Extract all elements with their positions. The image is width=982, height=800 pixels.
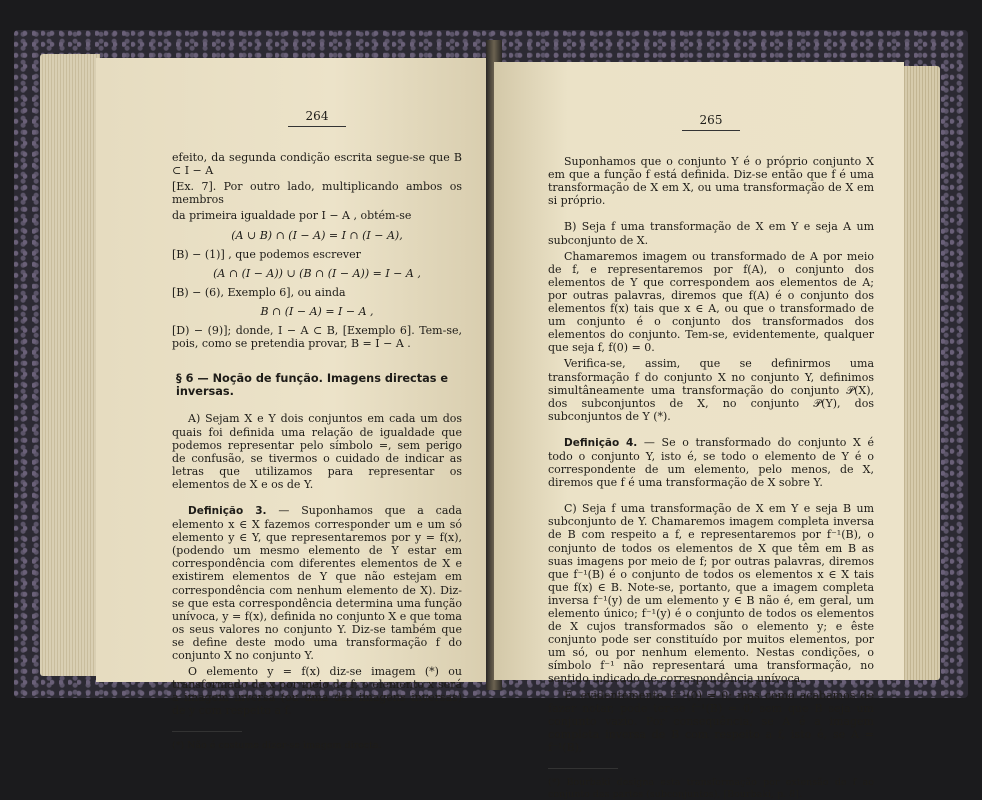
page-number-right: 265: [548, 114, 874, 131]
footnote: (*) Bourbaki designa esta transformação por extensão de f ao conjunto das partes (subconjuntos), [Bourbaki, p. 8].: [548, 777, 874, 800]
footnote: (*) Não é costume dizer-se imagem directa.: [172, 740, 382, 752]
formula: (A ∪ B) ∩ (I − A) = I ∩ (I − A),: [231, 228, 403, 242]
page-edges-right: [902, 66, 940, 680]
definition-text: — Se o transformado do conjunto X é todo o conjunto Y, isto é, se todo o elemento de Y é o correspondente de um elemento, pelo menos, de X, diremos que f é uma transformação de X sobre Y.: [548, 435, 874, 490]
text-line: [B) − (1)] , que podemos escrever: [172, 247, 361, 261]
formula: B ∩ (I − A) = I − A ,: [260, 304, 374, 318]
footnote-rule: [172, 731, 242, 732]
paragraph: A) Sejam X e Y dois conjuntos em cada um dos quais foi definida uma relação de igualdade que podemos representar pelo símbolo =, sem perigo de confusão, se tivermos o cuidado de indicar as letras que utilizamos para representar os elementos de X e os de Y.: [172, 412, 462, 491]
paragraph: B) Seja f uma transformação de X em Y e seja A um subconjunto de X.: [548, 220, 874, 247]
page-edges-left: [40, 54, 100, 676]
definition-label: Definição 3.: [188, 504, 267, 517]
definition-text: — Suponhamos que a cada elemento x ∈ X fazemos corresponder um e um só elemento y ∈ Y, que representaremos por y = f(x), (podendo um mesmo elemento de Y estar em correspondência com diferentes elementos de X e existirem elementos de Y que não estejam em correspondência com nenhum elemento de X). Diz-se que esta correspondência determina uma função unívoca, y = f(x), definida no conjunto X e que toma os seus valores no conjunto Y. Diz-se também que se define deste modo uma transformação f do conjunto X no conjunto Y.: [172, 503, 462, 662]
definition-label: Definição 4.: [564, 436, 638, 449]
text-line: [Ex. 7]. Por outro lado, multiplicando ambos os membros: [172, 180, 462, 207]
paragraph: Chamaremos imagem ou transformado de A por meio de f, e representaremos por f(A), o conjunto dos elementos de Y que correspondem aos elementos de A; por outras palavras, diremos que f(A) é o conjunto dos elementos f(x) tais que x ∈ A, ou que o transformado de um conjunto é o conjunto dos transformados dos elementos do conjunto. Tem-se, evidentemente, qualquer que seja f, f(0) = 0.: [548, 249, 874, 355]
text-line: da primeira igualdade por I − A , obtém-se: [172, 209, 412, 223]
left-page: [96, 58, 492, 752]
formula: (A ∩ (I − A)) ∪ (B ∩ (I − A)) = I − A ,: [213, 266, 421, 280]
paragraph: O elemento y = f(x) diz-se imagem (*) ou transformado de x por meio de f; o elemento x será a imagem inversa (ou uma das imagens inversas) de y com respeito a f.: [172, 665, 462, 718]
definition-3: [172, 504, 462, 662]
paragraph: Suponhamos que o conjunto Y é o próprio conjunto X em que a função f está definida. Diz-se então que f é uma transformação de X em X, ou uma transformação de X em si próprio.: [548, 155, 874, 208]
text-line: [B) − (6), Exemplo 6], ou ainda: [172, 285, 346, 299]
right-page: [494, 62, 904, 800]
text-line: efeito, da segunda condição escrita segue-se que B ⊂ I − A: [172, 151, 462, 178]
page-number-left: 264: [172, 110, 462, 127]
paragraph: C) Seja f uma transformação de X em Y e seja B um subconjunto de Y. Chamaremos imagem completa inversa de B com respeito a f, e representaremos por f⁻¹(B), o conjunto de todos os elementos de X que têm em B as suas imagens por meio de f; por outras palavras, diremos que f⁻¹(B) é o conjunto de todos os elementos x ∈ X tais que f(x) ∈ B. Note-se, portanto, que a imagem completa inversa f⁻¹(y) de um elemento y ∈ B não é, em geral, um elemento único; f⁻¹(y) é o conjunto de todos os elementos de X cujos transformados são o elemento y; e êste conjunto pode ser constituído por muitos elementos, por um só, ou por nenhum elemento. Nestas condições, o símbolo f⁻¹ não representará uma transformação, no sentido indicado de correspondência unívoca.: [548, 502, 874, 686]
footnote-rule: [548, 768, 618, 769]
paragraph: [D) − (9)]; donde, I − A ⊂ B, [Exemplo 6]. Tem-se, pois, como se pretendia provar, B = I − A .: [172, 324, 462, 351]
paragraph: É, evidentemente, f⁻¹(0) = 0; mas como acabamos de fazer notar, pode ter-se f⁻¹(B) = 0, sem que B seja um conjunto vazio. Por consequência, se A é a imagem completa inversa de B com respeito a f, isto é, se A = f⁻¹(B),: [548, 688, 874, 754]
paragraph: Verifica-se, assim, que se definirmos uma transformação f do conjunto X no conjunto Y, definimos simultâneamente uma transformação do conjunto 𝒫(X), dos subconjuntos de X, no conjunto 𝒫(Y), dos subconjuntos de Y (*).: [548, 357, 874, 423]
definition-4: [548, 436, 874, 489]
section-heading: § 6 — Noção de função. Imagens directas e inversas.: [176, 372, 449, 399]
